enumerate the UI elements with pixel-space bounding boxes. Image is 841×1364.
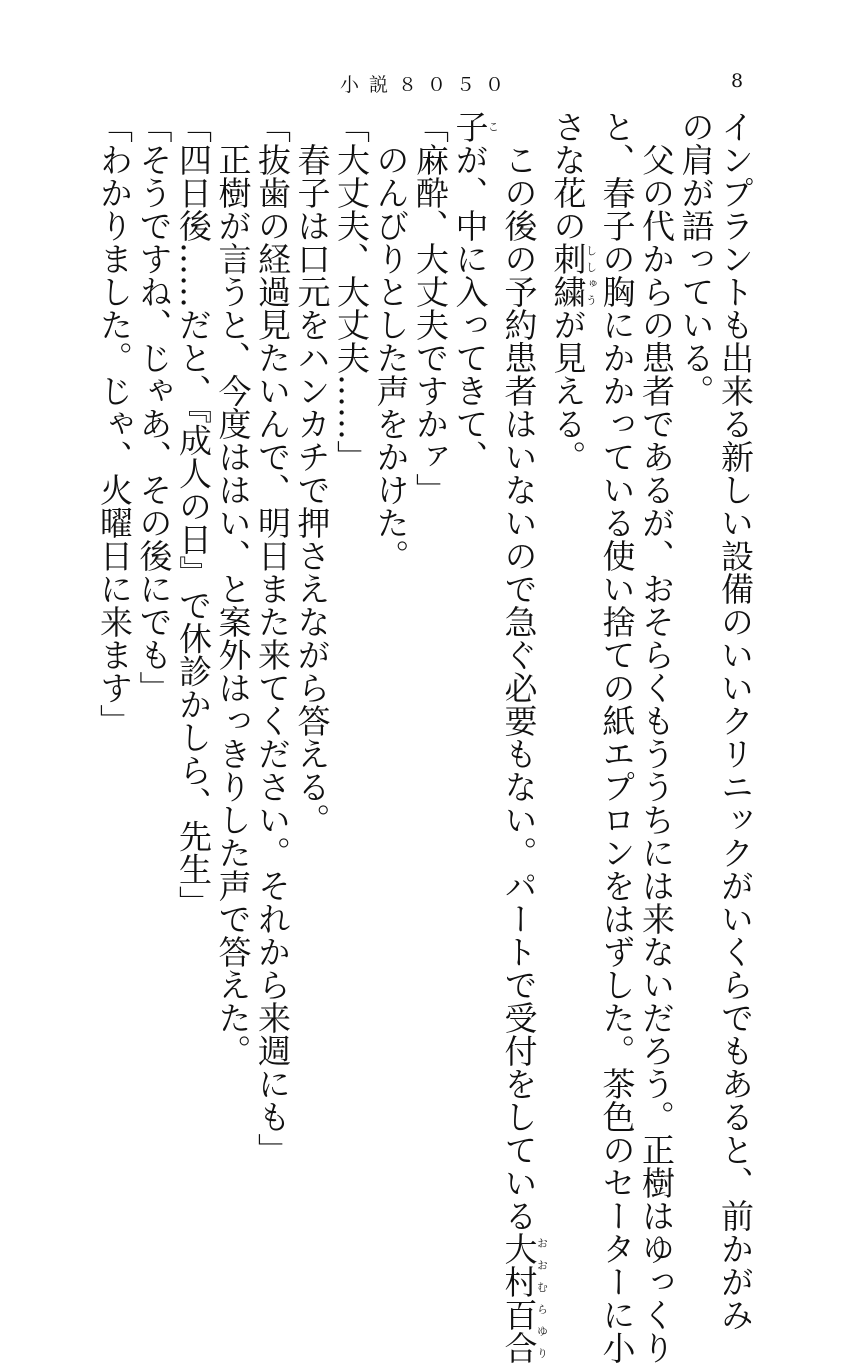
text-line: 子こが、中に入ってきて、: [450, 110, 500, 473]
furigana-reading: こ: [486, 110, 500, 143]
text-line: 「そうですね、じゃあ、その後にでも」: [134, 110, 174, 704]
text-line: 正樹が言うと、今度ははい、と案外はっきりした声で答えた。: [213, 110, 253, 1067]
furigana-ruby: 刺繍ししゅう: [548, 242, 598, 308]
text-line: 「麻酔、大丈夫ですかァ」: [411, 110, 450, 506]
text-line: 「大丈夫、大丈夫……」: [332, 110, 371, 473]
furigana-reading: ししゅう: [584, 242, 598, 308]
text-line: この後の予約患者はいないので急ぐ必要もない。パートで受付をしている大村百合おおむらゆり: [499, 110, 549, 1364]
text-line: のんびりとした声をかけた。: [371, 110, 411, 572]
page-number: 8: [731, 70, 744, 92]
body-text: [95, 110, 755, 1364]
text-line: インプラントも出来る新しい設備のいいクリニックがいくらでもあると、前かがみ: [716, 110, 755, 1331]
text-line: 「抜歯の経過見たいんで、明日また来てください。それから来週にも」: [253, 110, 292, 1166]
text-line: 「四日後……だと、『成人の日』で休診かしら、先生」: [174, 110, 213, 919]
running-header-title: 小説８０５０: [340, 74, 515, 96]
text-line: さな花の刺繍ししゅうが見える。: [548, 110, 598, 473]
furigana-ruby: 子こ: [450, 110, 500, 143]
furigana-reading: おおむらゆり: [535, 1232, 549, 1364]
text-line: と、春子の胸にかかっている使い捨ての紙エプロンをはずした。茶色のセーターに小: [597, 110, 637, 1364]
text-line: 春子は口元をハンカチで押さえながら答える。: [292, 110, 332, 836]
text-line: 「わかりました。じゃ、火曜日に来ます」: [95, 110, 134, 737]
text-line: 父の代からの患者であるが、おそらくもううちには来ないだろう。正樹はゆっくり: [637, 110, 676, 1364]
text-line: の肩が語っている。: [676, 110, 716, 407]
furigana-ruby: 大村百合おおむらゆり: [499, 1232, 549, 1364]
